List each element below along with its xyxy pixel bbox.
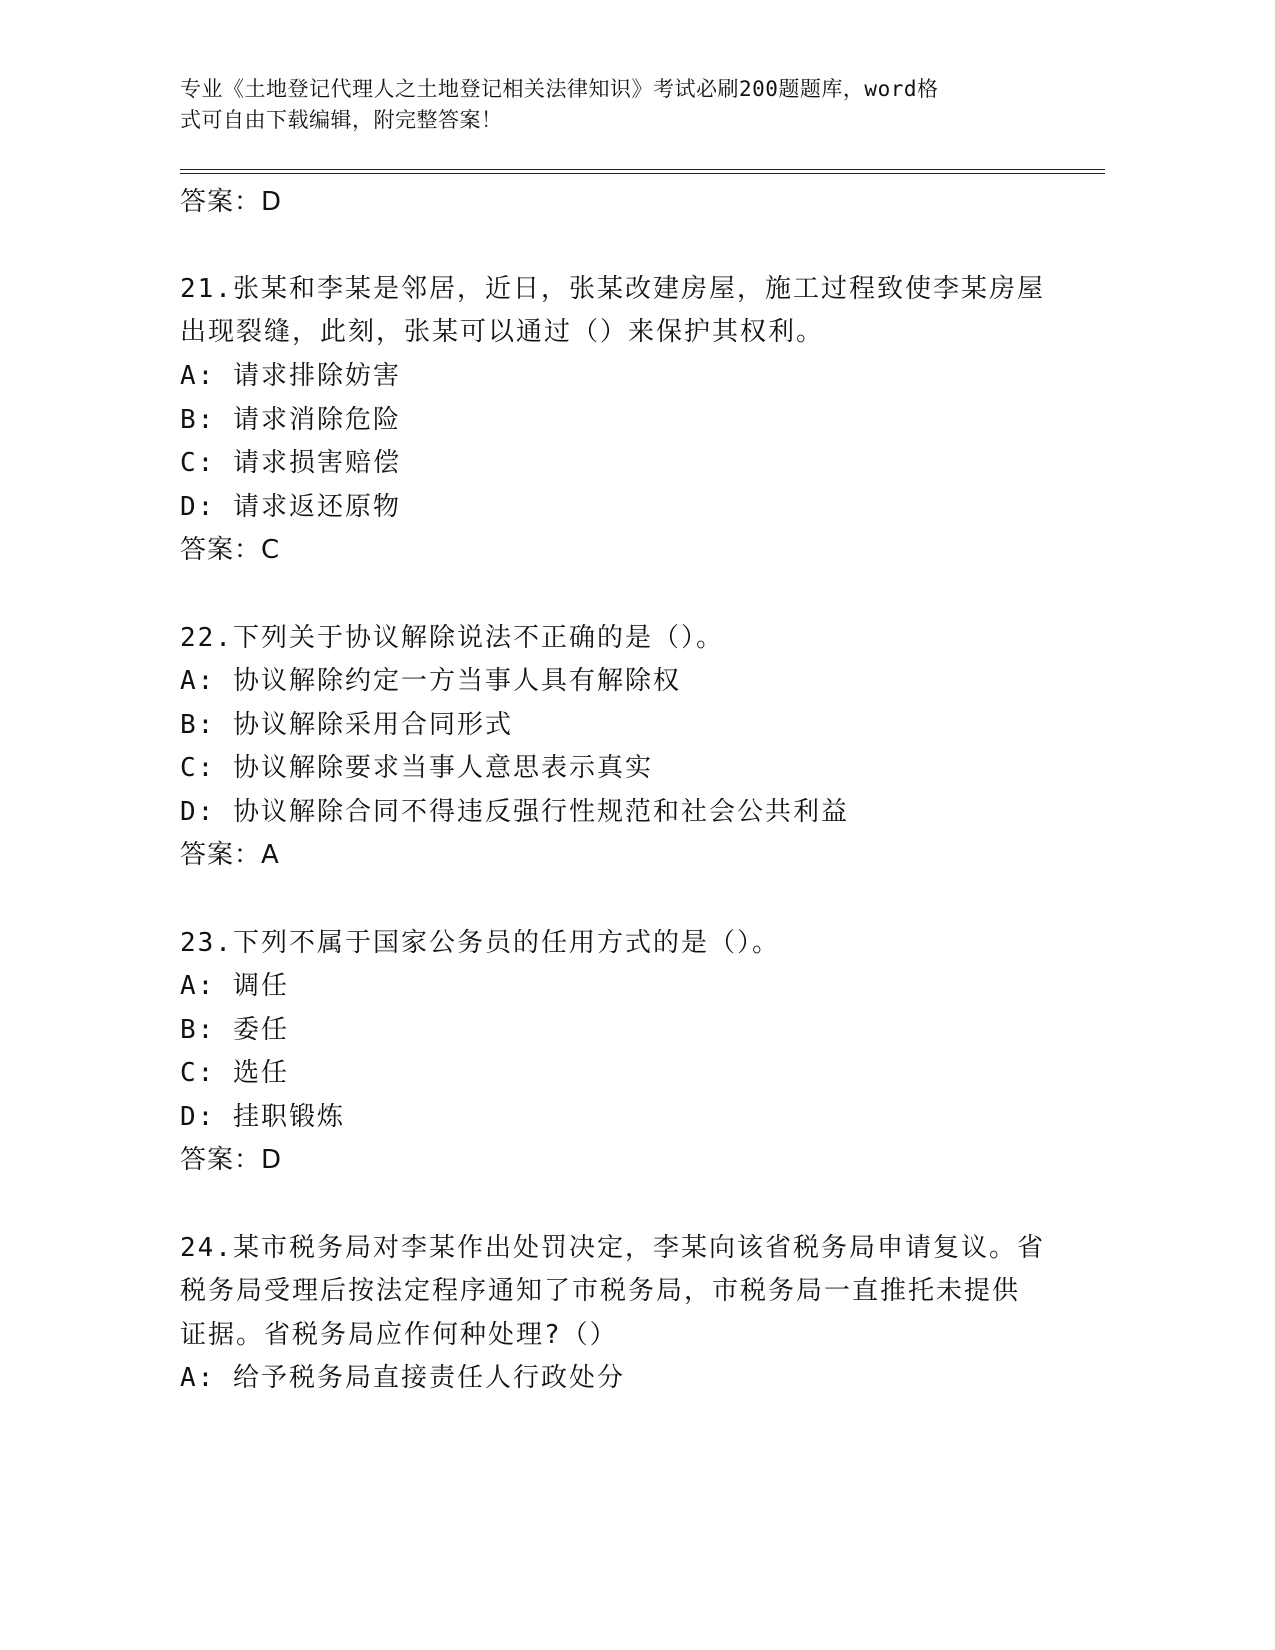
- header-rule-top: [180, 169, 1105, 170]
- header-line-2: 式可自由下载编辑，附完整答案！: [180, 108, 503, 132]
- question-21-option-c: C: 请求损害赔偿: [180, 448, 401, 478]
- question-24-stem-line-2: 税务局受理后按法定程序通知了市税务局，市税务局一直推托未提供: [180, 1276, 1021, 1306]
- question-23-stem-line-1: 23.下列不属于国家公务员的任用方式的是（）。: [180, 928, 780, 958]
- question-24-stem-line-3: 证据。省税务局应作何种处理?（）: [180, 1320, 618, 1350]
- question-22-option-d: D: 协议解除合同不得违反强行性规范和社会公共利益: [180, 797, 849, 827]
- question-22-option-b: B: 协议解除采用合同形式: [180, 710, 513, 740]
- question-23-option-b: B: 委任: [180, 1015, 289, 1045]
- question-23-option-d: D: 挂职锻炼: [180, 1102, 345, 1132]
- question-21-stem-line-1: 21.张某和李某是邻居，近日，张某改建房屋，施工过程致使李某房屋: [180, 274, 1045, 304]
- header-line-1: 专业《土地登记代理人之土地登记相关法律知识》考试必刷200题题库，word格: [180, 77, 939, 101]
- question-21-stem-line-2: 出现裂缝，此刻，张某可以通过（）来保护其权利。: [180, 317, 825, 347]
- question-21-option-d: D: 请求返还原物: [180, 492, 401, 522]
- question-24-stem-line-1: 24.某市税务局对李某作出处罚决定，李某向该省税务局申请复议。省: [180, 1233, 1045, 1263]
- question-23-answer: 答案：D: [180, 1145, 283, 1175]
- question-22-option-a: A: 协议解除约定一方当事人具有解除权: [180, 666, 681, 696]
- question-24-option-a: A: 给予税务局直接责任人行政处分: [180, 1363, 625, 1393]
- question-21-answer: 答案：C: [180, 535, 281, 565]
- header-rule-bottom: [180, 173, 1105, 174]
- document-header: [180, 74, 1040, 136]
- question-21-option-b: B: 请求消除危险: [180, 405, 401, 435]
- question-23-option-c: C: 选任: [180, 1058, 289, 1088]
- previous-answer: 答案：D: [180, 187, 283, 217]
- question-22-stem-line-1: 22.下列关于协议解除说法不正确的是（）。: [180, 623, 724, 653]
- question-23-option-a: A: 调任: [180, 971, 289, 1001]
- question-22-option-c: C: 协议解除要求当事人意思表示真实: [180, 753, 653, 783]
- question-21-option-a: A: 请求排除妨害: [180, 361, 401, 391]
- question-22-answer: 答案：A: [180, 840, 280, 870]
